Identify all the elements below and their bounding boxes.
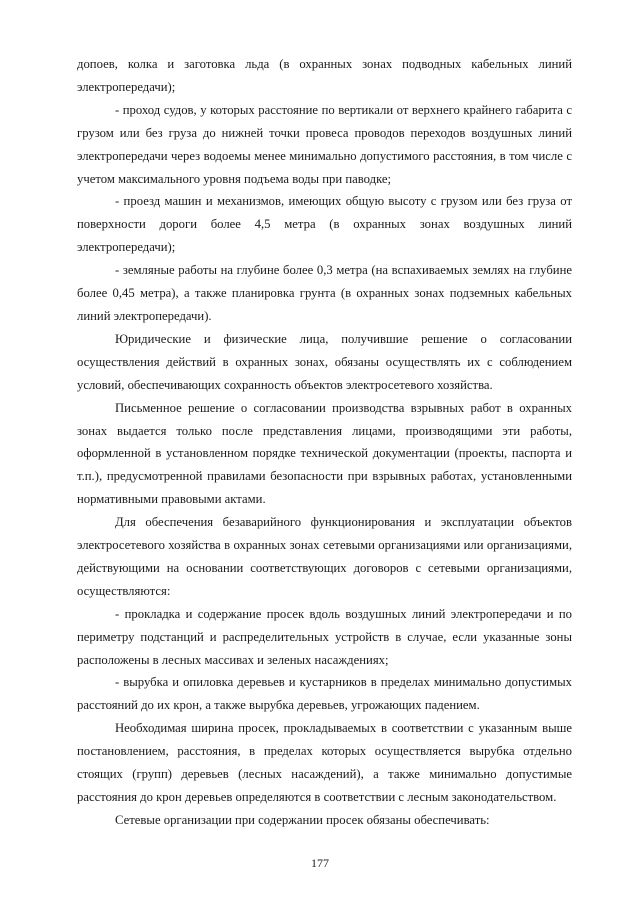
body-text bbox=[77, 53, 572, 832]
paragraph-clearing-maintenance: - прокладка и содержание просек вдоль воздушных линий электропередачи и по периметру подстанций и распределительных устройств в случае, если указанные зоны расположены в лесных массивах и зеленых насаждениях; bbox=[77, 606, 572, 667]
paragraph-ship-passage: - проход судов, у которых расстояние по вертикали от верхнего крайнего габарита с грузом или без груза до нижней точки провеса проводов переходов воздушных линий электропередачи через водоемы менее минимально допустимого расстояния, в том числе с учетом максимального уровня подъема воды при паводке; bbox=[77, 102, 572, 186]
paragraph-continuation: допоев, колка и заготовка льда (в охранных зонах подводных кабельных линий электропередачи); bbox=[77, 57, 572, 94]
paragraph-tree-cutting: - вырубка и опиловка деревьев и кустарников в пределах минимально допустимых расстояний до их крон, а также вырубка деревьев, угрожающих падением. bbox=[77, 675, 572, 713]
paragraph-legal-entities: Юридические и физические лица, получившие решение о согласовании осуществления действий в охранных зонах, обязаны осуществлять их с соблюдением условий, обеспечивающих сохранность объектов электросетевого хозяйства. bbox=[77, 331, 572, 392]
paragraph-clearing-width: Необходимая ширина просек, прокладываемых в соответствии с указанным выше постановлением, расстояния, в пределах которых осуществляется вырубка отдельно стоящих (групп) деревьев (лесных насаждений), а также минимально допустимые расстояния до крон деревьев определяются в соответствии с лесным законодательством. bbox=[77, 721, 572, 804]
paragraph-vehicle-passage: - проезд машин и механизмов, имеющих общую высоту с грузом или без груза от поверхности дороги более 4,5 метра (в охранных зонах воздушных линий электропередачи); bbox=[77, 194, 572, 255]
paragraph-network-obligations: Сетевые организации при содержании просек обязаны обеспечивать: bbox=[115, 812, 490, 827]
paragraph-blasting-approval: Письменное решение о согласовании производства взрывных работ в охранных зонах выдается только после представления лицами, производящими эти работы, оформленной в установленном порядке технической документации (проекты, паспорта и т.п.), предусмотренной правилами безопасности при взрывных работах, установленными нормативными правовыми актами. bbox=[77, 400, 572, 507]
paragraph-operation-measures: Для обеспечения безаварийного функционирования и эксплуатации объектов электросетевого хозяйства в охранных зонах сетевыми организациями или организациями, действующими на основании соответствующих договоров с сетевыми организациями, осуществляются: bbox=[77, 515, 572, 598]
page-number: 177 bbox=[311, 856, 329, 870]
paragraph-earthworks: - земляные работы на глубине более 0,3 метра (на вспахиваемых землях на глубине более 0,45 метра), а также планировка грунта (в охранных зонах подземных кабельных линий электропередачи). bbox=[77, 263, 572, 323]
